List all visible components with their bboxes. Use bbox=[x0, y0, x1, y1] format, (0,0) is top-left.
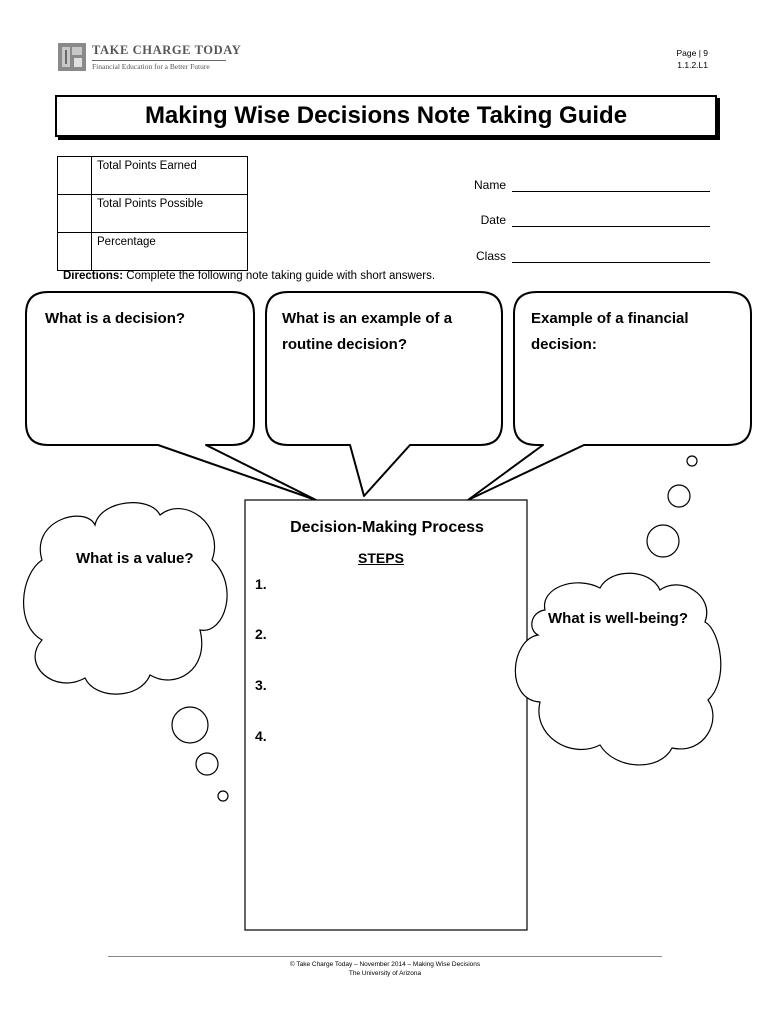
routine-question-line-1: What is an example of a bbox=[282, 310, 453, 327]
page-number: Page | 9 bbox=[676, 48, 708, 58]
wellbeing-thought-dot-large bbox=[647, 525, 679, 557]
value-thought-dot-small bbox=[218, 791, 228, 801]
routine-question-line-2: routine decision? bbox=[282, 336, 408, 353]
org-tagline: Financial Education for a Better Future bbox=[92, 62, 210, 71]
value-question-text: What is a value? bbox=[76, 550, 194, 567]
financial-question-line-1: Example of a financial bbox=[531, 310, 689, 327]
wellbeing-question bbox=[548, 606, 688, 632]
date-label: Date bbox=[480, 213, 506, 227]
page-title: Making Wise Decisions Note Taking Guide bbox=[144, 102, 628, 129]
directions-text: Complete the following note taking guide with short answers. bbox=[126, 270, 436, 282]
points-earned-label: Total Points Earned bbox=[92, 157, 248, 195]
process-title: Decision-Making Process bbox=[290, 519, 484, 536]
name-label: Name bbox=[473, 178, 506, 192]
lesson-code: 1.1.2.L1 bbox=[677, 60, 708, 70]
decision-question bbox=[45, 306, 185, 332]
step-1: 1. bbox=[255, 576, 267, 592]
wellbeing-question-text: What is well-being? bbox=[548, 610, 689, 627]
step-2: 2. bbox=[255, 626, 267, 642]
step-4: 4. bbox=[255, 728, 267, 744]
class-label: Class bbox=[475, 249, 506, 263]
footer-divider bbox=[108, 956, 662, 957]
routine-decision-question bbox=[282, 306, 452, 358]
wellbeing-thought-dot-medium bbox=[668, 485, 690, 507]
value-thought-cloud bbox=[24, 503, 228, 694]
step-3: 3. bbox=[255, 677, 267, 693]
steps-heading: STEPS bbox=[358, 550, 404, 566]
org-name: TAKE CHARGE TODAY bbox=[92, 43, 242, 57]
decision-question-text: What is a decision? bbox=[45, 310, 186, 327]
percentage-label: Percentage bbox=[92, 233, 248, 271]
footer-copyright: © Take Charge Today – November 2014 – Making Wise Decisions bbox=[289, 961, 481, 968]
financial-question-line-2: decision: bbox=[531, 336, 597, 353]
directions-label: Directions: bbox=[63, 270, 124, 282]
value-thought-dot-large bbox=[172, 707, 208, 743]
wellbeing-thought-cloud bbox=[515, 573, 720, 765]
footer bbox=[108, 960, 662, 978]
value-thought-dot-medium bbox=[196, 753, 218, 775]
wellbeing-thought-dot-small bbox=[687, 456, 697, 466]
points-possible-label: Total Points Possible bbox=[92, 195, 248, 233]
financial-decision-question bbox=[531, 306, 689, 358]
value-question bbox=[76, 546, 194, 572]
footer-university: The University of Arizona bbox=[348, 970, 422, 977]
